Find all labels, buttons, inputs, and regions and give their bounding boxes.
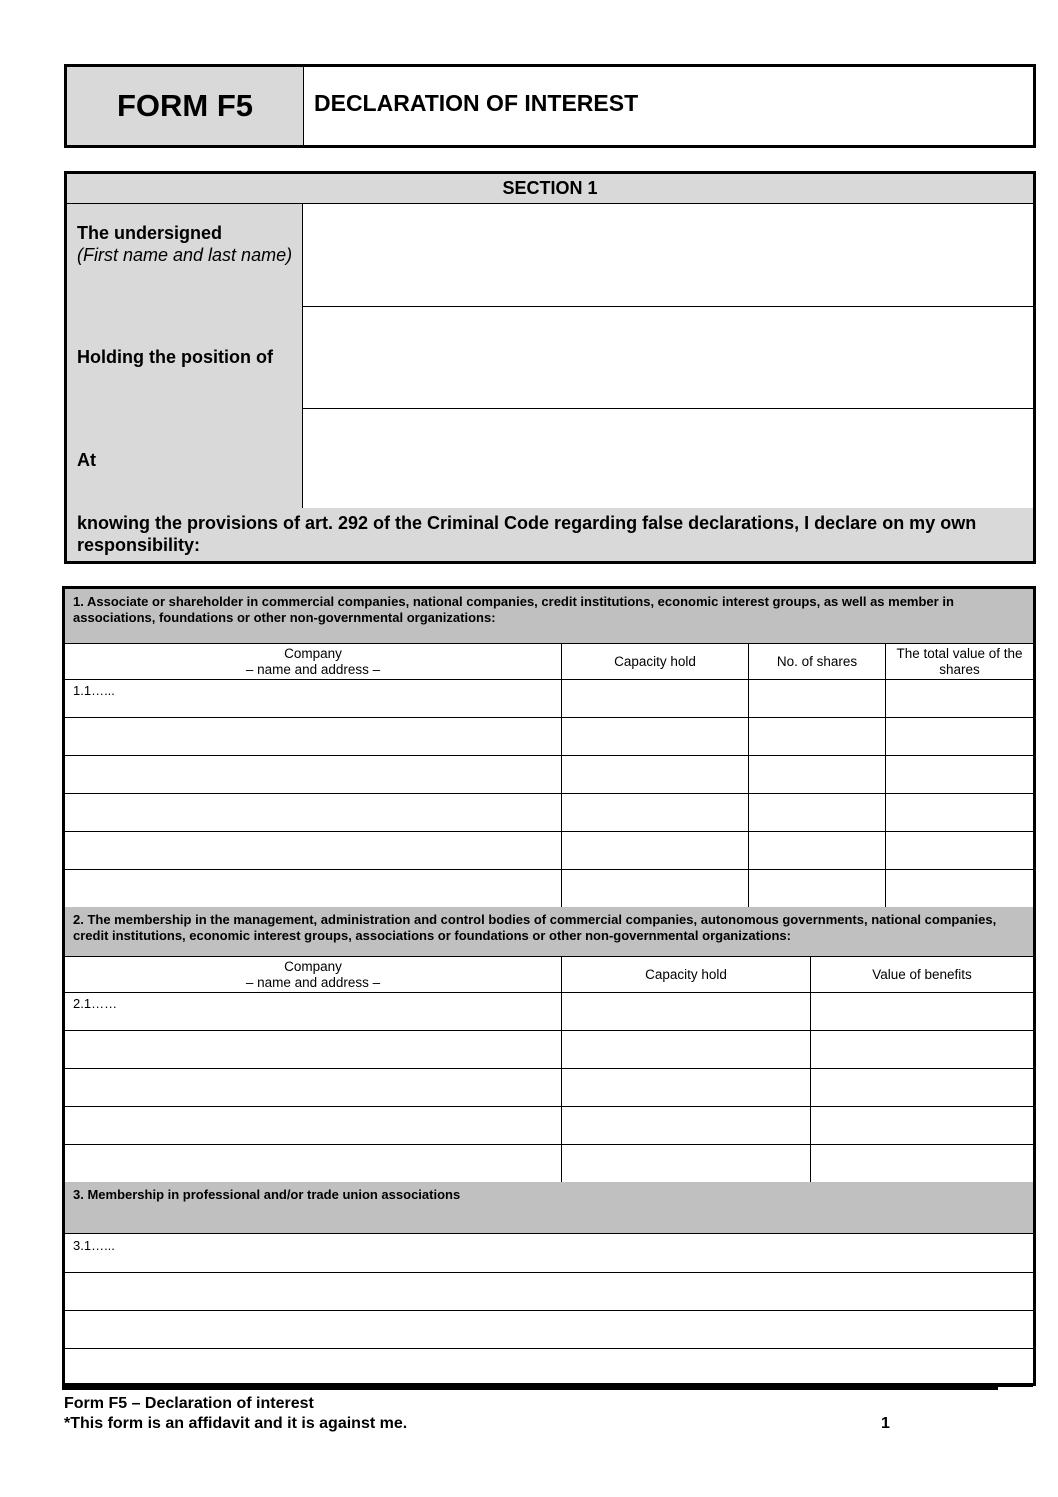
form-title: DECLARATION OF INTEREST — [314, 89, 639, 116]
form-code: FORM F5 — [67, 67, 304, 145]
table-row — [65, 1030, 1033, 1069]
table-row — [65, 679, 1033, 718]
table-cell[interactable]: 1.1…... — [65, 679, 562, 717]
table-cell[interactable] — [65, 1310, 1033, 1348]
position-field[interactable] — [303, 306, 1033, 408]
table-cell[interactable] — [811, 1106, 1033, 1144]
table-cell[interactable] — [749, 793, 886, 831]
table-cell[interactable] — [886, 793, 1033, 831]
table-cell[interactable] — [886, 679, 1033, 717]
position-row — [67, 306, 1033, 409]
table-row — [65, 992, 1033, 1031]
table-row — [65, 1144, 1033, 1183]
table-cell[interactable] — [811, 1068, 1033, 1106]
table-row — [65, 1310, 1033, 1349]
part-1-heading: 1. Associate or shareholder in commercial companies, national companies, credit institutions, economic interest groups, as well as member in associations, foundations or other non-governmental organizations: — [65, 589, 1033, 644]
column-company: Company – name and address – — [65, 644, 562, 679]
table-cell[interactable] — [811, 1144, 1033, 1182]
table-cell[interactable] — [562, 679, 749, 717]
table-row — [65, 793, 1033, 832]
undersigned-field[interactable] — [303, 204, 1033, 306]
table-cell[interactable] — [65, 793, 562, 831]
table-cell[interactable] — [562, 1030, 811, 1068]
position-label-cell — [67, 306, 303, 408]
table-row — [65, 831, 1033, 870]
table-cell[interactable] — [65, 1272, 1033, 1310]
table-cell[interactable] — [562, 1068, 811, 1106]
table-cell[interactable] — [65, 1144, 562, 1182]
at-row — [67, 408, 1033, 511]
table-cell[interactable] — [562, 869, 749, 907]
table-cell[interactable] — [65, 717, 562, 755]
table-cell[interactable] — [65, 869, 562, 907]
column-capacity: Capacity hold — [562, 957, 811, 992]
table-row — [65, 1234, 1033, 1273]
section-1-heading: SECTION 1 — [67, 174, 1033, 204]
part-1-header-row — [65, 644, 1033, 680]
table-cell[interactable] — [65, 755, 562, 793]
table-cell[interactable] — [886, 831, 1033, 869]
form-header — [64, 64, 1036, 148]
table-cell[interactable] — [562, 717, 749, 755]
table-cell[interactable] — [562, 1144, 811, 1182]
table-cell[interactable] — [811, 992, 1033, 1030]
table-cell[interactable] — [562, 793, 749, 831]
table-cell[interactable] — [749, 831, 886, 869]
table-cell[interactable] — [65, 1068, 562, 1106]
table-cell[interactable] — [562, 755, 749, 793]
table-cell[interactable] — [65, 1030, 562, 1068]
footer-title: Form F5 – Declaration of interest — [64, 1395, 314, 1412]
table-cell[interactable] — [65, 1106, 562, 1144]
interest-tables — [62, 586, 1036, 1386]
table-row — [65, 717, 1033, 756]
page-number: 1 — [881, 1415, 890, 1432]
table-row — [65, 755, 1033, 794]
table-cell[interactable] — [562, 1106, 811, 1144]
column-total-value: The total value of the shares — [896, 645, 1023, 677]
undersigned-sublabel: (First name and last name) — [77, 245, 293, 265]
at-field[interactable] — [303, 408, 1033, 510]
column-shares: No. of shares — [749, 644, 886, 679]
declaration-text: knowing the provisions of art. 292 of the Criminal Code regarding false declarations, I declare on my own responsibility: — [67, 508, 1033, 561]
table-cell[interactable] — [749, 869, 886, 907]
table-row — [65, 1106, 1033, 1145]
table-cell[interactable] — [65, 831, 562, 869]
table-row — [65, 1348, 1033, 1387]
table-cell[interactable]: 2.1…… — [65, 992, 562, 1030]
table-cell[interactable] — [562, 831, 749, 869]
position-label: Holding the position of — [77, 346, 273, 367]
undersigned-label-cell — [67, 204, 303, 306]
table-row — [65, 1272, 1033, 1311]
table-cell[interactable] — [886, 755, 1033, 793]
table-cell[interactable] — [811, 1030, 1033, 1068]
table-cell[interactable] — [562, 992, 811, 1030]
footer-note: *This form is an affidavit and it is against me. — [64, 1415, 408, 1432]
column-benefits: Value of benefits — [872, 966, 972, 982]
part-2-header-row — [65, 957, 1033, 993]
column-capacity: Capacity hold — [562, 644, 749, 679]
table-cell[interactable] — [886, 717, 1033, 755]
table-cell[interactable]: 3.1…... — [73, 1238, 115, 1253]
table-cell[interactable] — [749, 717, 886, 755]
table-cell[interactable] — [749, 755, 886, 793]
table-row — [65, 1068, 1033, 1107]
column-company: Company – name and address – — [65, 957, 562, 992]
undersigned-label: The undersigned — [77, 223, 223, 243]
table-cell[interactable] — [749, 679, 886, 717]
section-1 — [64, 171, 1036, 564]
table-cell[interactable] — [886, 869, 1033, 907]
undersigned-row — [67, 204, 1033, 307]
part-2-heading: 2. The membership in the management, administration and control bodies of commercial companies, autonomous governments, national companies, credit institutions, economic interest groups, associations or foundations or other non-governmental organizations: — [65, 907, 1033, 957]
at-label: At — [77, 449, 96, 470]
part-3-heading: 3. Membership in professional and/or trade union associations — [65, 1182, 1033, 1234]
table-cell[interactable] — [65, 1348, 1033, 1386]
table-row — [65, 869, 1033, 908]
footer-rule — [62, 1386, 998, 1390]
at-label-cell — [67, 408, 303, 510]
